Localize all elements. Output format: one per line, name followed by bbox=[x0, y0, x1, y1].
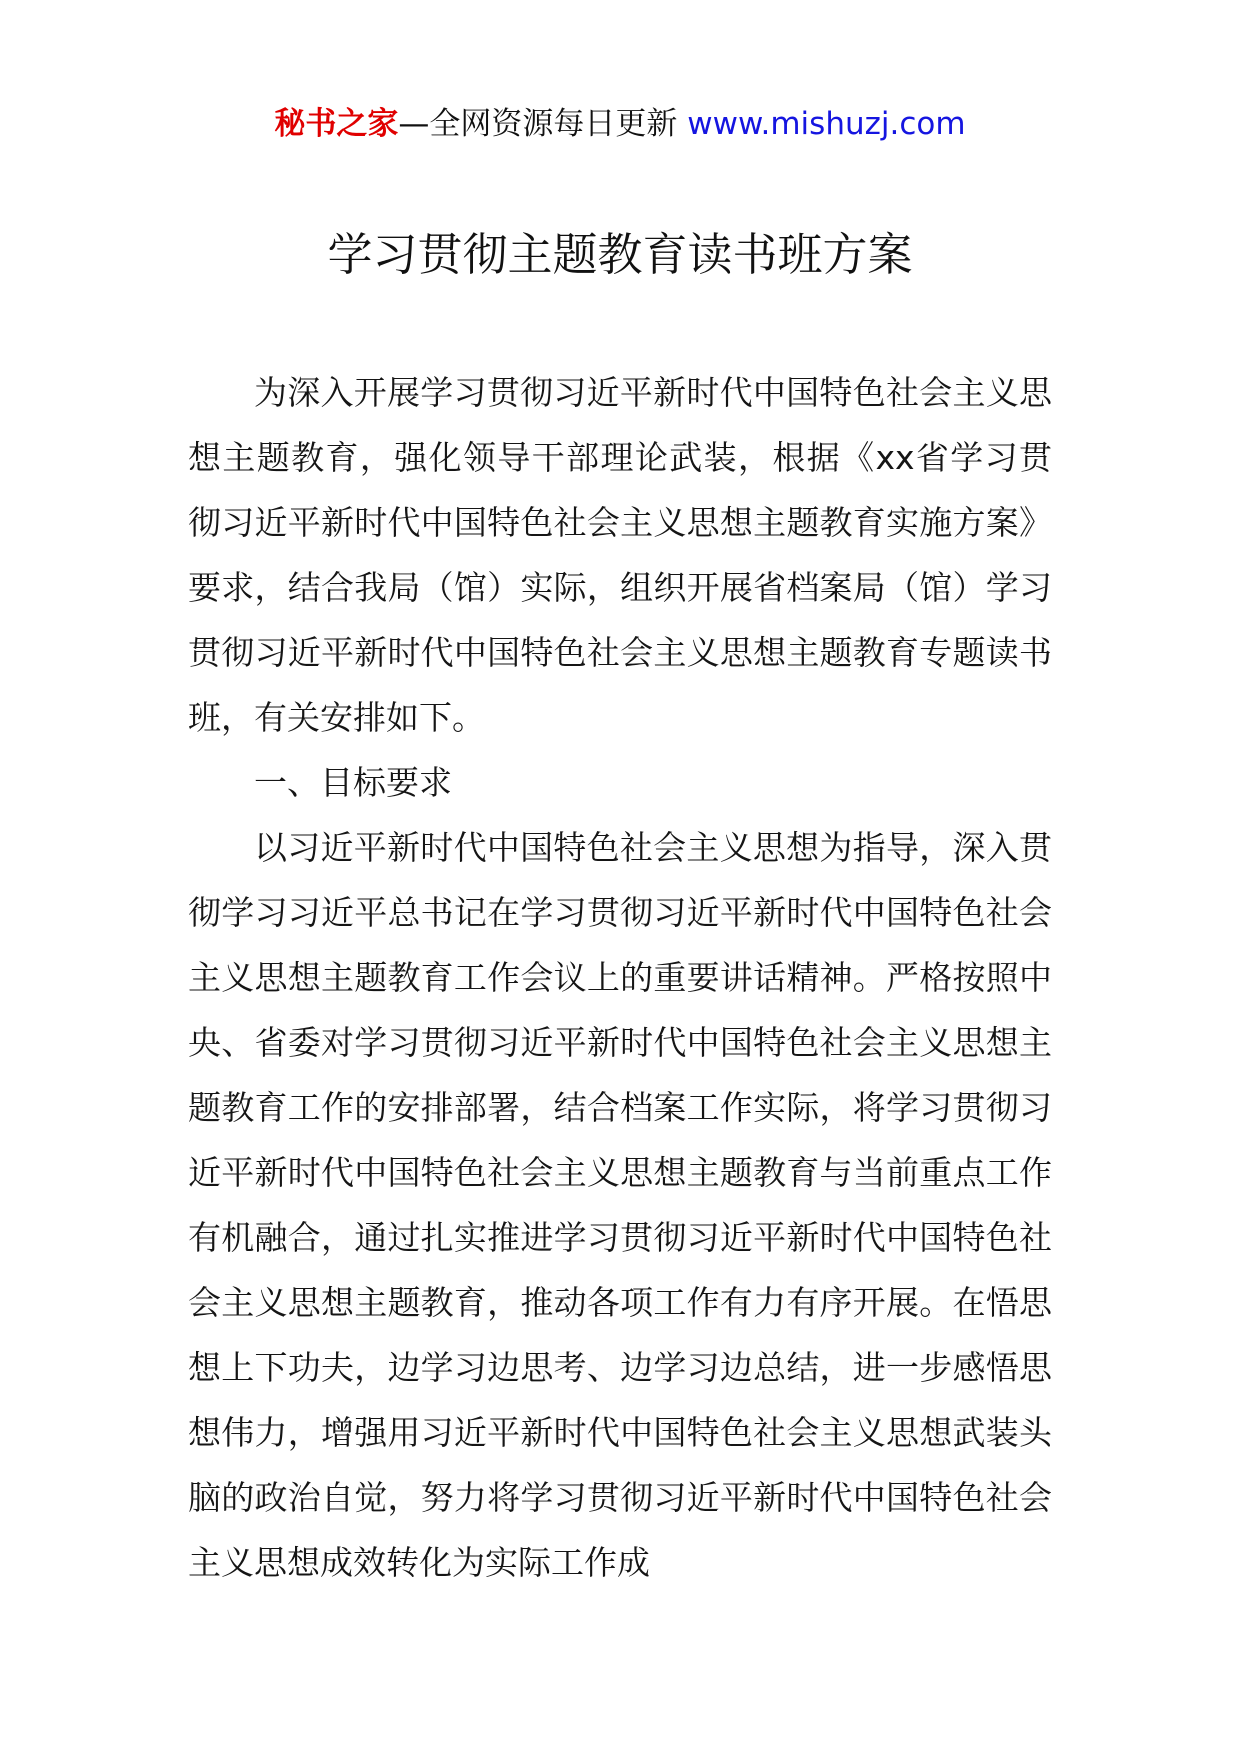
site-header bbox=[0, 100, 1240, 148]
site-url-link[interactable]: www.mishuzj.com bbox=[687, 106, 966, 142]
site-tagline: —全网资源每日更新 bbox=[398, 106, 688, 142]
document-title: 学习贯彻主题教育读书班方案 bbox=[327, 228, 913, 281]
site-brand: 秘书之家 bbox=[274, 106, 399, 142]
document-body bbox=[188, 360, 1052, 1595]
paragraph-intro: 为深入开展学习贯彻习近平新时代中国特色社会主义思想主题教育，强化领导干部理论武装，根据《xx省学习贯彻习近平新时代中国特色社会主义思想主题教育实施方案》要求，结合我局（馆）实际，组织开展省档案局（馆）学习贯彻习近平新时代中国特色社会主义思想主题教育专题读书班，有关安排如下。 bbox=[188, 373, 1052, 737]
paragraph-goals: 以习近平新时代中国特色社会主义思想为指导，深入贯彻学习习近平总书记在学习贯彻习近平新时代中国特色社会主义思想主题教育工作会议上的重要讲话精神。严格按照中央、省委对学习贯彻习近平新时代中国特色社会主义思想主题教育工作的安排部署，结合档案工作实际，将学习贯彻习近平新时代中国特色社会主义思想主题教育与当前重点工作有机融合，通过扎实推进学习贯彻习近平新时代中国特色社会主义思想主题教育，推动各项工作有力有序开展。在悟思想上下功夫，边学习边思考、边学习边总结，进一步感悟思想伟力，增强用习近平新时代中国特色社会主义思想武装头脑的政治自觉，努力将学习贯彻习近平新时代中国特色社会主义思想成效转化为实际工作成 bbox=[188, 828, 1052, 1582]
section-heading: 一、目标要求 bbox=[254, 763, 452, 802]
